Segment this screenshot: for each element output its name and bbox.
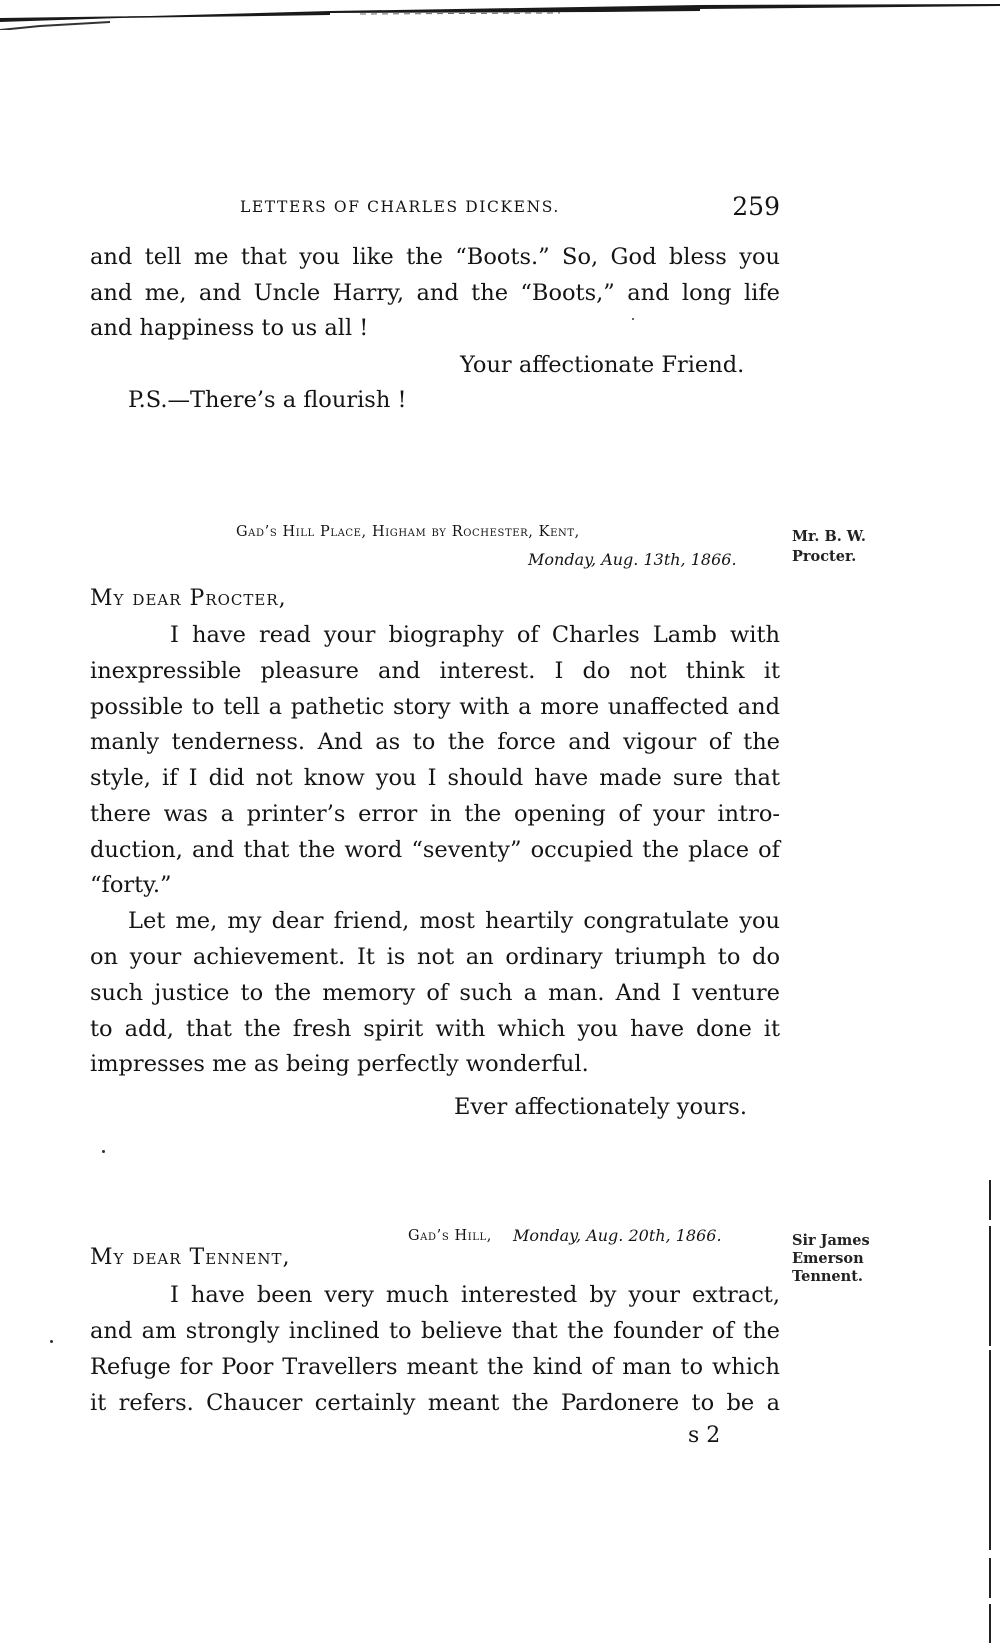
procter-p1-line-4: manly tenderness. And as to the force and vigour of the xyxy=(90,729,780,755)
tennent-p1-line-1: I have been very much interested by your extract, xyxy=(170,1282,780,1308)
procter-p1-line-3: possible to tell a pathetic story with a more unaffected and xyxy=(90,694,780,720)
procter-salutation: My dear Procter, xyxy=(90,586,287,611)
scan-edge-top xyxy=(0,0,1000,30)
procter-p1-line-2: inexpressible pleasure and interest. I do not think it xyxy=(90,658,780,684)
procter-closing: Ever affectionately yours. xyxy=(454,1094,747,1120)
procter-p2-line-1: Let me, my dear friend, most heartily congratulate you xyxy=(128,908,780,934)
procter-p2-line-4: to add, that the fresh spirit with which you have done it xyxy=(90,1016,780,1042)
tennent-dateline-date: Monday, Aug. 20th, 1866. xyxy=(513,1226,722,1245)
procter-p2-line-5: impresses me as being perfectly wonderful. xyxy=(90,1051,589,1077)
tennent-dateline-place: Gad’s Hill, xyxy=(408,1228,492,1244)
tennent-p1-line-2: and am strongly inclined to believe that the founder of the xyxy=(90,1318,780,1344)
signature-mark: s 2 xyxy=(688,1423,721,1448)
procter-p1-line-8: “forty.” xyxy=(90,872,172,898)
page-header xyxy=(240,192,780,226)
tennent-recipient-note-1: Sir James xyxy=(792,1232,870,1249)
tennent-p1-line-3: Refuge for Poor Travellers meant the kind of man to which xyxy=(90,1354,780,1380)
ink-speck xyxy=(632,318,634,320)
procter-dateline-place: Gad’s Hill Place, Higham by Rochester, Kent, xyxy=(236,524,580,540)
boots-postscript: P.S.—There’s a flourish ! xyxy=(128,387,407,413)
tennent-recipient-note-2: Emerson xyxy=(792,1250,864,1267)
procter-p2-line-2: on your achievement. It is not an ordinary triumph to do xyxy=(90,944,780,970)
procter-p1-line-5: style, if I did not know you I should have made sure that xyxy=(90,765,780,791)
tennent-recipient-note-3: Tennent. xyxy=(792,1268,863,1285)
ink-speck xyxy=(50,1340,53,1343)
boots-closing: Your affectionate Friend. xyxy=(460,352,745,378)
procter-p1-line-1: I have read your biography of Charles Lamb with xyxy=(170,622,780,648)
procter-recipient-note-1: Mr. B. W. xyxy=(792,528,866,545)
tennent-p1-line-4: it refers. Chaucer certainly meant the Pardonere to be a xyxy=(90,1390,780,1416)
ink-speck xyxy=(102,1150,105,1153)
procter-recipient-note-2: Procter. xyxy=(792,548,857,565)
boots-line-1: and tell me that you like the “Boots.” So, God bless you xyxy=(90,244,780,270)
page-number: 259 xyxy=(732,192,780,221)
procter-p1-line-7: duction, and that the word “seventy” occupied the place of xyxy=(90,837,780,863)
procter-p2-line-3: such justice to the memory of such a man. And I venture xyxy=(90,980,780,1006)
procter-dateline-date: Monday, Aug. 13th, 1866. xyxy=(528,550,737,569)
procter-p1-line-6: there was a printer’s error in the opening of your intro- xyxy=(90,801,780,827)
tennent-salutation: My dear Tennent, xyxy=(90,1245,291,1270)
scan-edge-right xyxy=(986,1180,994,1643)
running-title: LETTERS OF CHARLES DICKENS. xyxy=(240,198,560,216)
boots-line-2: and me, and Uncle Harry, and the “Boots,” and long life xyxy=(90,280,780,306)
boots-line-3: and happiness to us all ! xyxy=(90,315,369,341)
